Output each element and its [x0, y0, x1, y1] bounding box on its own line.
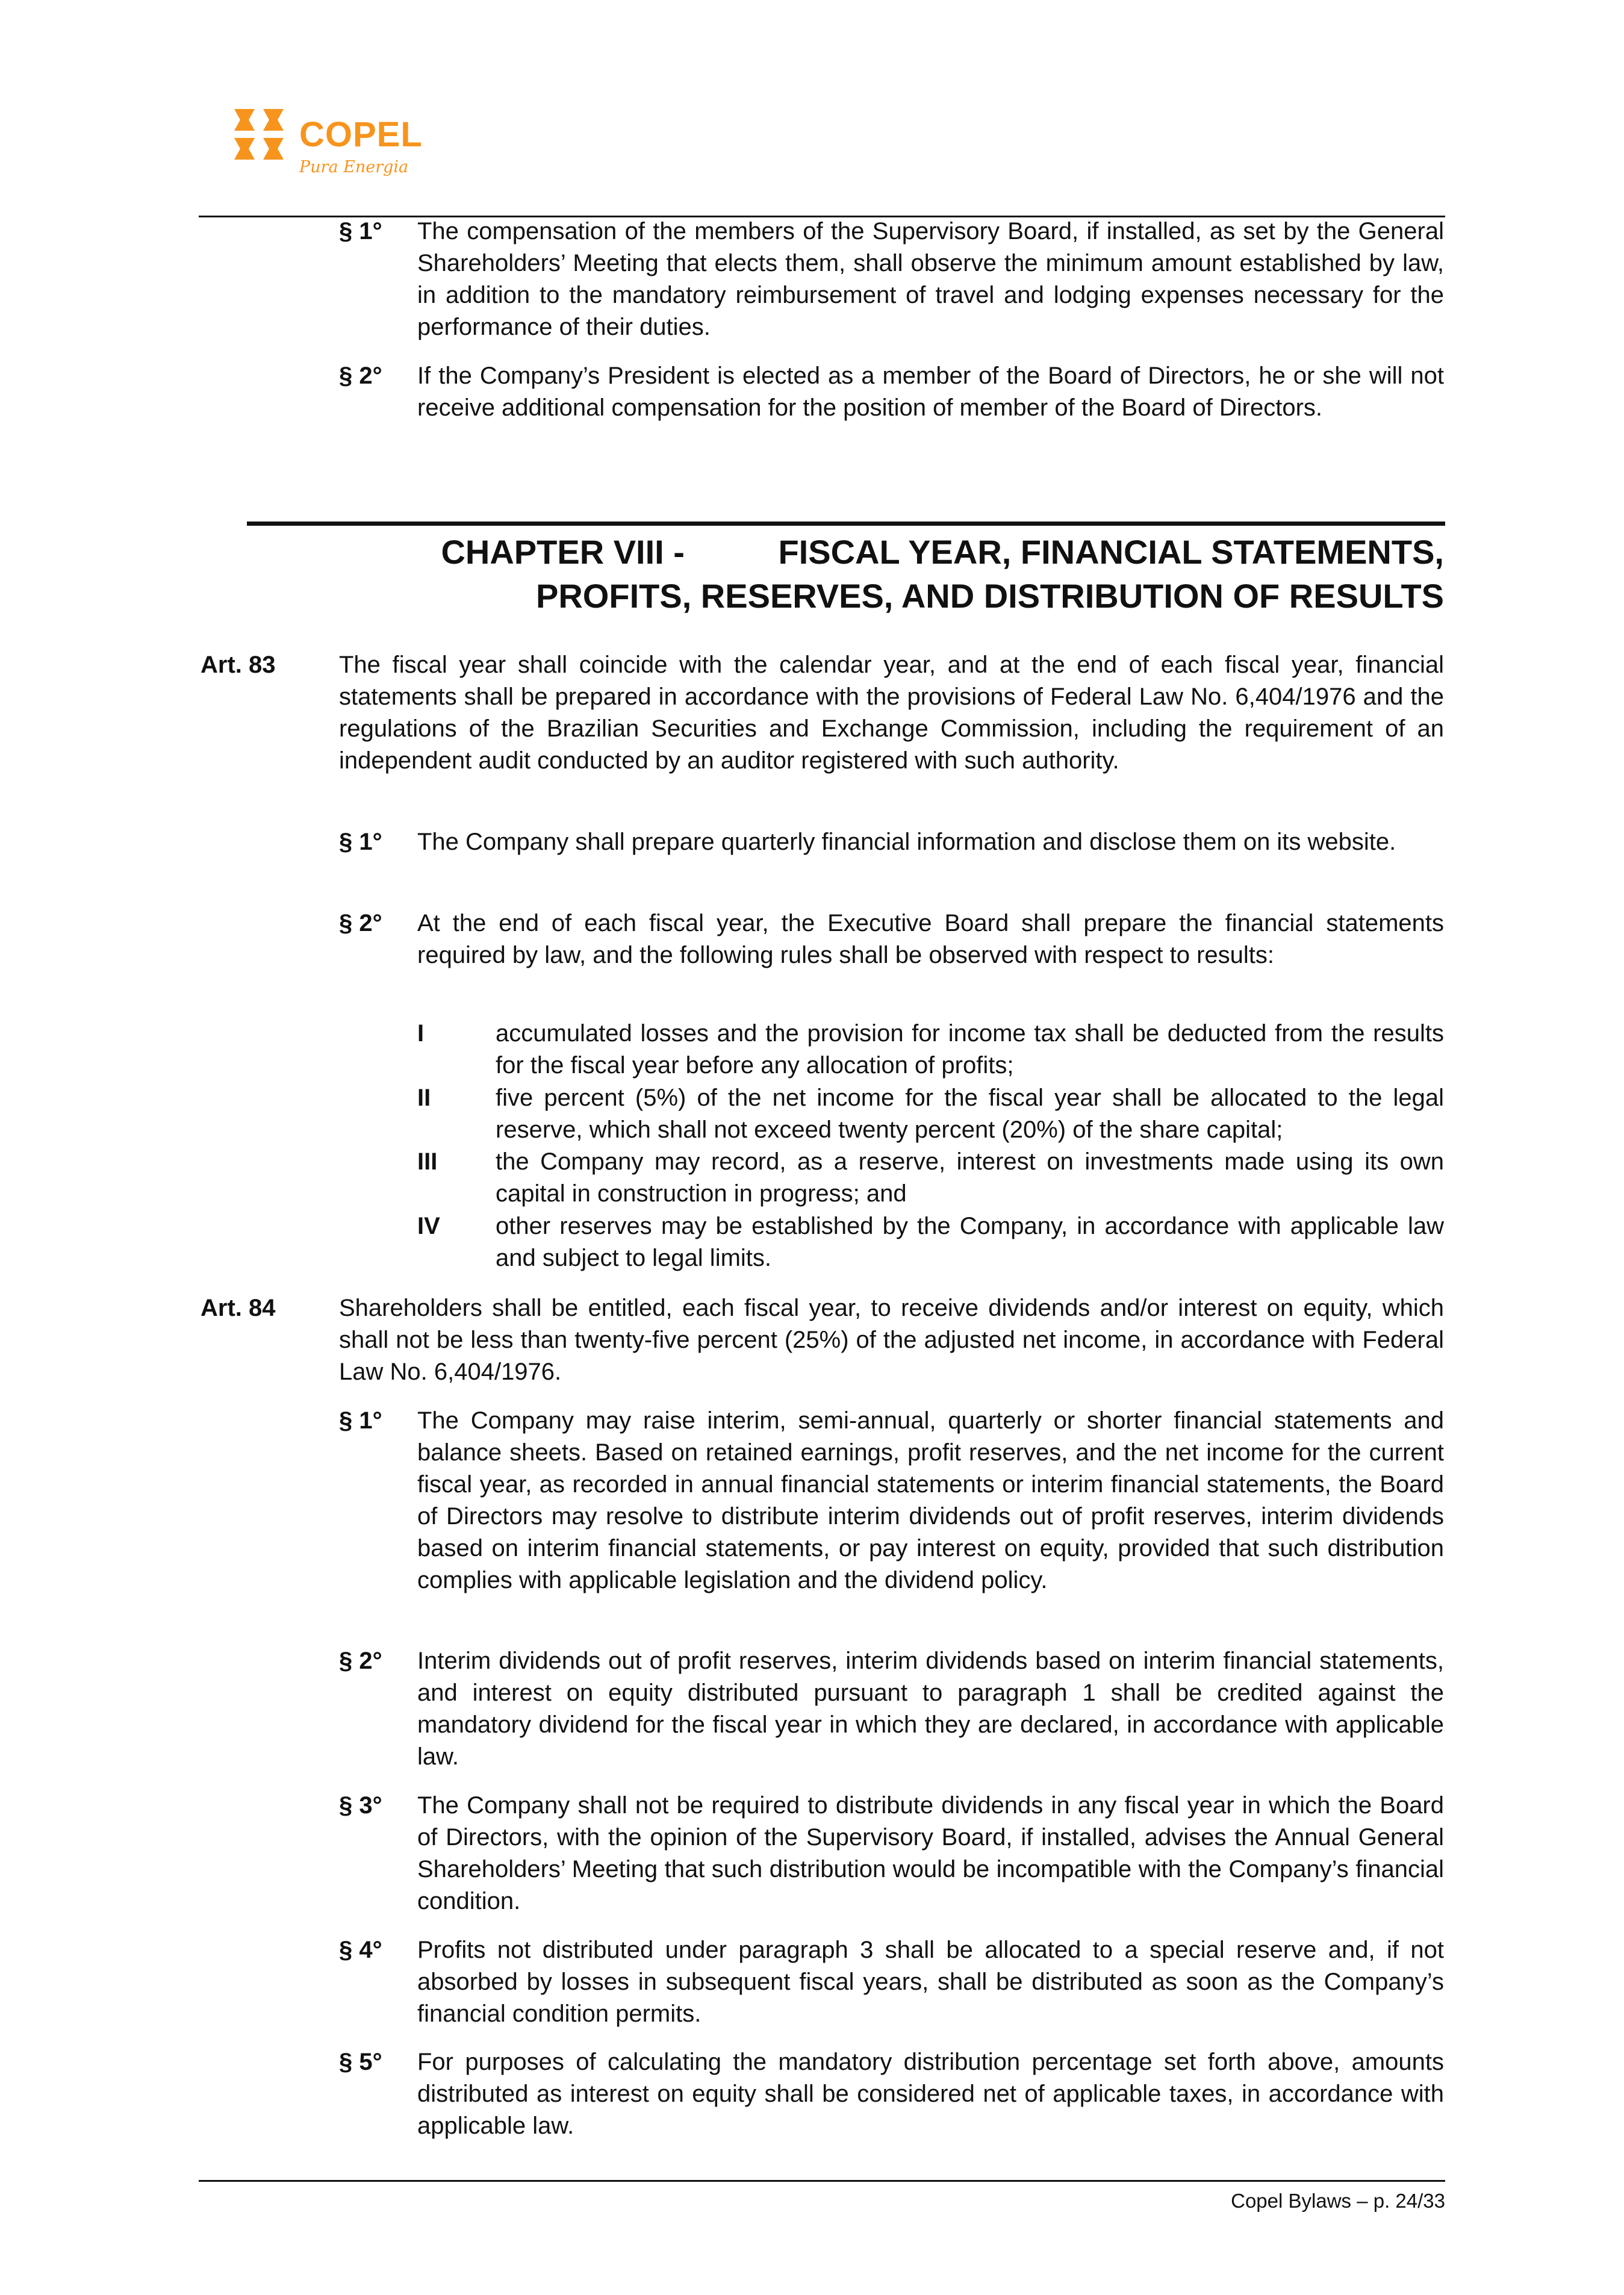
- paragraph-text: For purposes of calculating the mandatory distribution percentage set forth above, amounts distributed as interest on equity shall be considered net of applicable taxes, in accordance with applicable law.: [417, 2049, 1444, 2139]
- paragraph-text: The Company shall not be required to distribute dividends in any fiscal year in which the Board of Directors, with the opinion of the Supervisory Board, if installed, advises the Annual General Shareholders’ Meeting that such distribution would be incompatible with the Company’s financial condition.: [417, 1792, 1444, 1914]
- chapter-number: CHAPTER VIII -: [441, 533, 685, 571]
- paragraph-mark: § 4°: [339, 1937, 382, 1963]
- article-label: Art. 83: [201, 652, 276, 678]
- paragraph-text: The Company may raise interim, semi-annual, quarterly or shorter financial statements and balance sheets. Based on retained earnings, profit reserves, and the net income for the current fiscal year, as recorded in annual financial statements or interim financial statements, the Board of Directors may resolve to distribute interim dividends out of profit reserves, interim dividends based on interim financial statements, or pay interest on equity, provided that such distribution complies with applicable legislation and the dividend policy.: [417, 1407, 1444, 1593]
- chapter-heading: [301, 530, 1444, 618]
- paragraph-mark: § 1°: [339, 829, 382, 855]
- article-text: Shareholders shall be entitled, each fiscal year, to receive dividends and/or interest on equity, which shall not be less than twenty-five percent (25%) of the adjusted net income, in accordance with Federal Law No. 6,404/1976.: [339, 1295, 1444, 1385]
- article-text: The fiscal year shall coincide with the calendar year, and at the end of each fiscal year, financial statements shall be prepared in accordance with the provisions of Federal Law No. 6,404/1976 and the regulations of the Brazilian Securities and Exchange Commission, including the requirement of an independent audit conducted by an auditor registered with such authority.: [339, 652, 1444, 774]
- paragraph-text: At the end of each fiscal year, the Executive Board shall prepare the financial statements required by law, and the following rules shall be observed with respect to results:: [417, 910, 1444, 968]
- paragraph-mark: § 3°: [339, 1792, 382, 1819]
- item-numeral: II: [417, 1085, 431, 1111]
- item-numeral: IV: [417, 1213, 440, 1239]
- item-text: the Company may record, as a reserve, interest on investments made using its own capital in construction in progress; and: [496, 1148, 1444, 1207]
- paragraph-text: The Company shall prepare quarterly financial information and disclose them on its website.: [417, 829, 1396, 855]
- paragraph-text: The compensation of the members of the Supervisory Board, if installed, as set by the General Shareholders’ Meeting that elects them, shall observe the minimum amount established by law, in addition to the mandatory reimbursement of travel and lodging expenses necessary for the performance of their duties.: [417, 218, 1444, 340]
- item-text: other reserves may be established by the Company, in accordance with applicable law and subject to legal limits.: [496, 1213, 1444, 1271]
- item-text: accumulated losses and the provision for income tax shall be deducted from the results for the fiscal year before any allocation of profits;: [496, 1020, 1444, 1079]
- paragraph-mark: § 2°: [339, 1648, 382, 1674]
- logo-wordmark: COPEL: [299, 115, 423, 154]
- paragraph-mark: § 5°: [339, 2049, 382, 2075]
- paragraph-text: If the Company’s President is elected as a member of the Board of Directors, he or she will not receive additional compensation for the position of member of the Board of Directors.: [417, 363, 1444, 421]
- item-text: five percent (5%) of the net income for the fiscal year shall be allocated to the legal reserve, which shall not exceed twenty percent (20%) of the share capital;: [496, 1085, 1444, 1143]
- chapter-title-line-1: FISCAL YEAR, FINANCIAL STATEMENTS,: [778, 533, 1444, 571]
- paragraph-mark: § 2°: [339, 363, 382, 389]
- chapter-title-line-2: PROFITS, RESERVES, AND DISTRIBUTION OF RESULTS: [536, 577, 1444, 615]
- item-numeral: I: [417, 1020, 425, 1047]
- footer-divider: [199, 2180, 1445, 2182]
- paragraph-mark: § 1°: [339, 218, 382, 244]
- paragraph-text: Interim dividends out of profit reserves, interim dividends based on interim financial statements, and interest on equity distributed pursuant to paragraph 1 shall be credited against the mandatory dividend for the fiscal year in which they are declared, in accordance with applicable law.: [417, 1648, 1444, 1770]
- page-footer: Copel Bylaws – p. 24/33: [1231, 2190, 1445, 2212]
- paragraph-mark: § 2°: [339, 910, 382, 936]
- paragraph-text: Profits not distributed under paragraph 3 shall be allocated to a special reserve and, if not absorbed by losses in subsequent fiscal years, shall be distributed as soon as the Company’s financial condition permits.: [417, 1937, 1444, 2027]
- item-numeral: III: [417, 1148, 438, 1175]
- copel-logo-mark-icon: [232, 107, 289, 164]
- logo-tagline: Pura Energia: [299, 158, 409, 176]
- article-label: Art. 84: [201, 1295, 276, 1321]
- copel-logo: [232, 104, 431, 188]
- chapter-divider: [247, 522, 1445, 526]
- paragraph-mark: § 1°: [339, 1407, 382, 1434]
